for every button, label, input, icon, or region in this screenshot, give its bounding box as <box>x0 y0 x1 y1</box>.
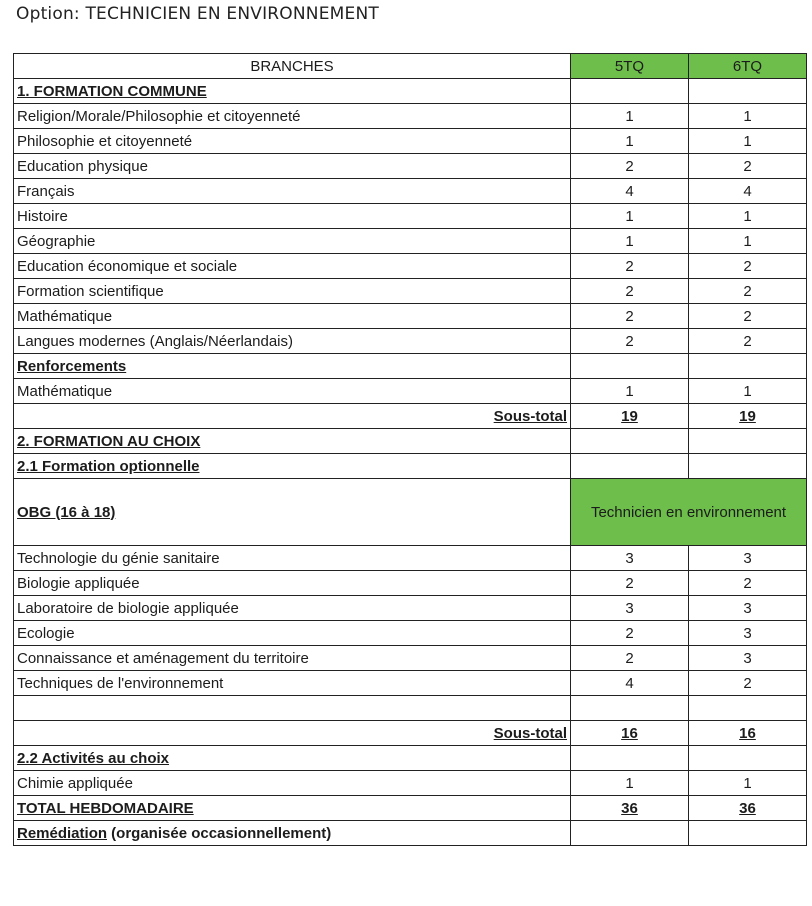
total-5tq: 36 <box>571 796 689 821</box>
empty-cell <box>14 696 571 721</box>
hours-5tq: 1 <box>571 379 689 404</box>
hours-6tq: 1 <box>689 129 807 154</box>
course-label: Mathématique <box>14 304 571 329</box>
section-row <box>14 429 807 454</box>
total-6tq: 36 <box>689 796 807 821</box>
course-row <box>14 596 807 621</box>
empty-cell <box>689 454 807 479</box>
empty-cell <box>571 354 689 379</box>
course-row <box>14 329 807 354</box>
hours-5tq: 4 <box>571 671 689 696</box>
grid-table <box>13 53 807 846</box>
section-formation-commune: 1. FORMATION COMMUNE <box>14 79 571 104</box>
empty-cell <box>689 821 807 846</box>
remediation-note: (organisée occasionnellement) <box>107 824 332 842</box>
hours-5tq: 2 <box>571 279 689 304</box>
hours-6tq: 3 <box>689 646 807 671</box>
subtotal-label: Sous-total <box>14 721 571 746</box>
course-row <box>14 279 807 304</box>
hours-5tq: 2 <box>571 304 689 329</box>
section-formation-au-choix: 2. FORMATION AU CHOIX <box>14 429 571 454</box>
empty-cell <box>689 696 807 721</box>
course-label: Education physique <box>14 154 571 179</box>
course-label: Philosophie et citoyenneté <box>14 129 571 154</box>
subtotal-5tq: 16 <box>571 721 689 746</box>
course-label: Mathématique <box>14 379 571 404</box>
hours-5tq: 2 <box>571 646 689 671</box>
course-row <box>14 771 807 796</box>
hours-6tq: 2 <box>689 671 807 696</box>
course-row <box>14 304 807 329</box>
hours-6tq: 2 <box>689 304 807 329</box>
subtotal-5tq: 19 <box>571 404 689 429</box>
hours-5tq: 4 <box>571 179 689 204</box>
hours-5tq: 2 <box>571 329 689 354</box>
course-label: Education économique et sociale <box>14 254 571 279</box>
header-branches: BRANCHES <box>14 54 571 79</box>
empty-cell <box>571 746 689 771</box>
course-label: Langues modernes (Anglais/Néerlandais) <box>14 329 571 354</box>
subtotal-row <box>14 721 807 746</box>
section-row <box>14 454 807 479</box>
course-row <box>14 671 807 696</box>
hours-5tq: 2 <box>571 621 689 646</box>
course-label: Géographie <box>14 229 571 254</box>
remediation-row <box>14 821 807 846</box>
hours-5tq: 2 <box>571 154 689 179</box>
course-label: Religion/Morale/Philosophie et citoyenneté <box>14 104 571 129</box>
hours-5tq: 3 <box>571 546 689 571</box>
subtotal-6tq: 19 <box>689 404 807 429</box>
empty-cell <box>689 429 807 454</box>
option-name-cell: Technicien en environnement <box>571 479 807 546</box>
obg-label: OBG (16 à 18) <box>14 479 571 546</box>
hours-6tq: 1 <box>689 104 807 129</box>
course-row <box>14 646 807 671</box>
course-label: Biologie appliquée <box>14 571 571 596</box>
remediation-cell <box>14 821 571 846</box>
hours-5tq: 1 <box>571 104 689 129</box>
page-title: Option: TECHNICIEN EN ENVIRONNEMENT <box>16 4 379 24</box>
subtotal-label: Sous-total <box>14 404 571 429</box>
hours-5tq: 2 <box>571 254 689 279</box>
course-row <box>14 571 807 596</box>
section-row <box>14 746 807 771</box>
hours-6tq: 2 <box>689 279 807 304</box>
empty-cell <box>571 696 689 721</box>
course-label: Connaissance et aménagement du territoire <box>14 646 571 671</box>
subtotal-row <box>14 404 807 429</box>
subtotal-6tq: 16 <box>689 721 807 746</box>
course-row <box>14 104 807 129</box>
header-row <box>14 54 807 79</box>
obg-row <box>14 479 807 546</box>
hours-6tq: 2 <box>689 154 807 179</box>
hours-6tq: 4 <box>689 179 807 204</box>
empty-cell <box>571 429 689 454</box>
empty-cell <box>689 354 807 379</box>
empty-cell <box>689 746 807 771</box>
hours-6tq: 1 <box>689 204 807 229</box>
section-formation-optionnelle: 2.1 Formation optionnelle <box>14 454 571 479</box>
blank-row <box>14 696 807 721</box>
course-label: Techniques de l'environnement <box>14 671 571 696</box>
course-label: Laboratoire de biologie appliquée <box>14 596 571 621</box>
course-row <box>14 379 807 404</box>
hours-5tq: 1 <box>571 229 689 254</box>
course-row <box>14 546 807 571</box>
hours-6tq: 2 <box>689 571 807 596</box>
empty-cell <box>571 454 689 479</box>
course-row <box>14 129 807 154</box>
total-row <box>14 796 807 821</box>
hours-6tq: 1 <box>689 379 807 404</box>
hours-6tq: 3 <box>689 621 807 646</box>
course-label: Ecologie <box>14 621 571 646</box>
total-label: TOTAL HEBDOMADAIRE <box>14 796 571 821</box>
hours-6tq: 2 <box>689 254 807 279</box>
hours-6tq: 1 <box>689 771 807 796</box>
hours-5tq: 3 <box>571 596 689 621</box>
section-row <box>14 354 807 379</box>
course-label: Histoire <box>14 204 571 229</box>
hours-6tq: 3 <box>689 546 807 571</box>
course-row <box>14 621 807 646</box>
section-renforcements: Renforcements <box>14 354 571 379</box>
section-row <box>14 79 807 104</box>
course-row <box>14 154 807 179</box>
hours-6tq: 1 <box>689 229 807 254</box>
header-5tq: 5TQ <box>571 54 689 79</box>
empty-cell <box>571 79 689 104</box>
hours-5tq: 2 <box>571 571 689 596</box>
hours-5tq: 1 <box>571 771 689 796</box>
course-row <box>14 229 807 254</box>
remediation-label: Remédiation <box>17 824 108 842</box>
course-label: Chimie appliquée <box>14 771 571 796</box>
header-6tq: 6TQ <box>689 54 807 79</box>
hours-6tq: 3 <box>689 596 807 621</box>
course-label: Français <box>14 179 571 204</box>
hours-5tq: 1 <box>571 129 689 154</box>
course-row <box>14 254 807 279</box>
empty-cell <box>571 821 689 846</box>
course-label: Technologie du génie sanitaire <box>14 546 571 571</box>
empty-cell <box>689 79 807 104</box>
section-activites-au-choix: 2.2 Activités au choix <box>14 746 571 771</box>
course-row <box>14 179 807 204</box>
course-label: Formation scientifique <box>14 279 571 304</box>
grid-body <box>14 54 807 846</box>
course-row <box>14 204 807 229</box>
hours-5tq: 1 <box>571 204 689 229</box>
hours-6tq: 2 <box>689 329 807 354</box>
